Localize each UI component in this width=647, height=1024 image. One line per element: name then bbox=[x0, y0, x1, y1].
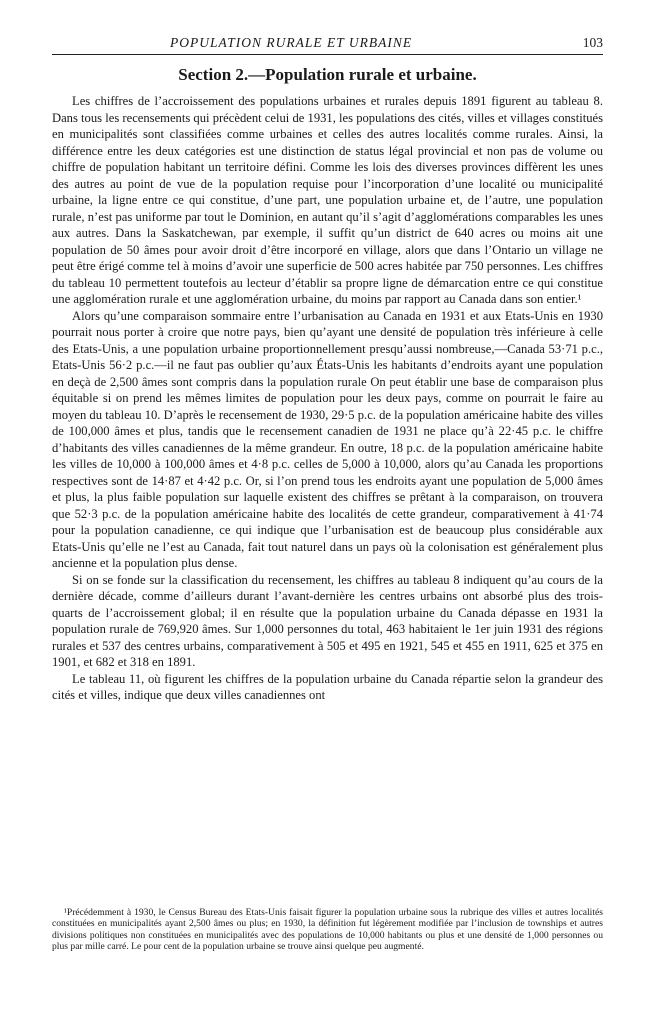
paragraph: Le tableau 11, où figurent les chiffres de la population urbaine du Canada répartie selon la grandeur des cités et villes, indique que deux villes canadiennes ont bbox=[52, 671, 603, 702]
section-title: Section 2.—Population rurale et urbaine. bbox=[178, 65, 477, 84]
body-text bbox=[52, 93, 603, 704]
footnote: ¹Précédemment à 1930, le Census Bureau des Etats-Unis faisait figurer la population urbaine sous la rubrique des villes et autres localités constituées en municipalités ayant 2,500 âmes ou plus; en 1930, la définition fut légèrement modifiée par l’inclusion de townships et autres divisions politiques non constituées en municipalités avec des populations de 10,000 habitants ou plus et une densité de 1,000 personnes ou plus par mille carré. Le pour cent de la population urbaine se trouve ainsi quelque peu augmenté. bbox=[52, 907, 603, 953]
paragraph: Alors qu’une comparaison sommaire entre l’urbanisation au Canada en 1931 et aux Etats-Unis en 1930 pourrait nous porter à croire que notre pays, bien qu’ayant une densité de population très inférieure à celle des Etats-Unis, a une population urbaine proportionnellement presqu’aussi nombreuse,—Canada 53·71 p.c., Etats-Unis 56·2 p.c.—il ne faut pas oublier qu’aux États-Unis les habitants d’endroits ayant une population en deçà de 2,500 âmes sont compris dans la population rurale On peut établir une base de comparaison plus équitable si on prend les mêmes limites de population pour les deux pays, comme on pourrait le faire au moyen du tableau 10. D’après le recensement de 1930, 29·5 p.c. de la population américaine habite des villes de 100,000 âmes et plus, tandis que le recensement canadien de 1931 ne place qu’à 22·45 p.c. le chiffre d’habitants des villes canadiennes de la même grandeur. En outre, 18 p.c. de la population américaine habite les villes de 10,000 à 100,000 âmes et 4·8 p.c. celles de 5,000 à 10,000, alors qu’au Canada les proportions respectives sont de 14·87 et 4·42 p.c. Or, si l’on prend tous les endroits ayant une population de 5,000 âmes et plus, la plus faible population sur laquelle existent des chiffres se prêtant à la comparaison, on trouvera que 52·3 p.c. de la population américaine habite des localités de cette grandeur, comparativement à 41·74 pour la population canadienne, ce qui indique que l’urbanisation est de beaucoup plus considérable aux Etats-Unis qu’elle ne l’est au Canada, fait tout naturel dans un pays où la colonisation est généralement plus ancienne et la population plus dense. bbox=[52, 308, 603, 570]
page-number: 103 bbox=[582, 35, 603, 50]
footnotes bbox=[52, 907, 603, 953]
paragraph: Si on se fonde sur la classification du recensement, les chiffres au tableau 8 indiquent qu’au cours de la dernière décade, comme d’ailleurs durant l’avant-dernière les centres urbains ont absorbé plus des trois-quarts de l’accroissement global; il en résulte que la population urbaine du Canada dépasse en 1931 la population rurale de 769,920 âmes. Sur 1,000 personnes du total, 463 habitaient le 1er juin 1931 des régions rurales et 537 des centres urbains, comparativement à 505 et 495 en 1921, 545 et 455 en 1911, 625 et 375 en 1901, et 682 et 318 en 1891. bbox=[52, 572, 603, 669]
paragraph: Les chiffres de l’accroissement des populations urbaines et rurales depuis 1891 figurent au tableau 8. Dans tous les recensements qui précèdent celui de 1931, les populations des cités, villes et villages constitués en municipalités sont classifiées comme urbaines et celles des autres localités comme rurales. Ainsi, la différence entre les deux catégories est une distinction de status légal provincial et non pas de volume ou chiffre de population habitant un territoire défini. Comme les lois des diverses provinces diffèrent les unes des autres au point de vue de la population requise pour l’incorporation d’une localité ou municipalité urbaine, la ligne entre ce qui constitue, d’une part, une population urbaine et, de l’autre, une population rurale, n’est pas uniforme par tout le Dominion, en autant qu’il s’agit d’agglomérations comparables les unes aux autres. Dans la Saskatchewan, par exemple, il suffit qu’un district de 640 acres ou moins ait une population de 50 âmes pour avoir droit d’être incorporé en village, alors que dans l’Ontario un village ne peut être érigé comme tel à moins d’avoir une superficie de 500 acres habitée par 750 personnes. Les chiffres du tableau 10 permettent toutefois au lecteur d’établir sa propre ligne de démarcation entre ce qui constitue une agglomération rurale et une agglomération urbaine, du moins par rapport au Canada dans son entier.¹ bbox=[52, 94, 603, 306]
running-title: POPULATION RURALE ET URBAINE bbox=[170, 35, 413, 50]
page-header bbox=[52, 34, 603, 55]
